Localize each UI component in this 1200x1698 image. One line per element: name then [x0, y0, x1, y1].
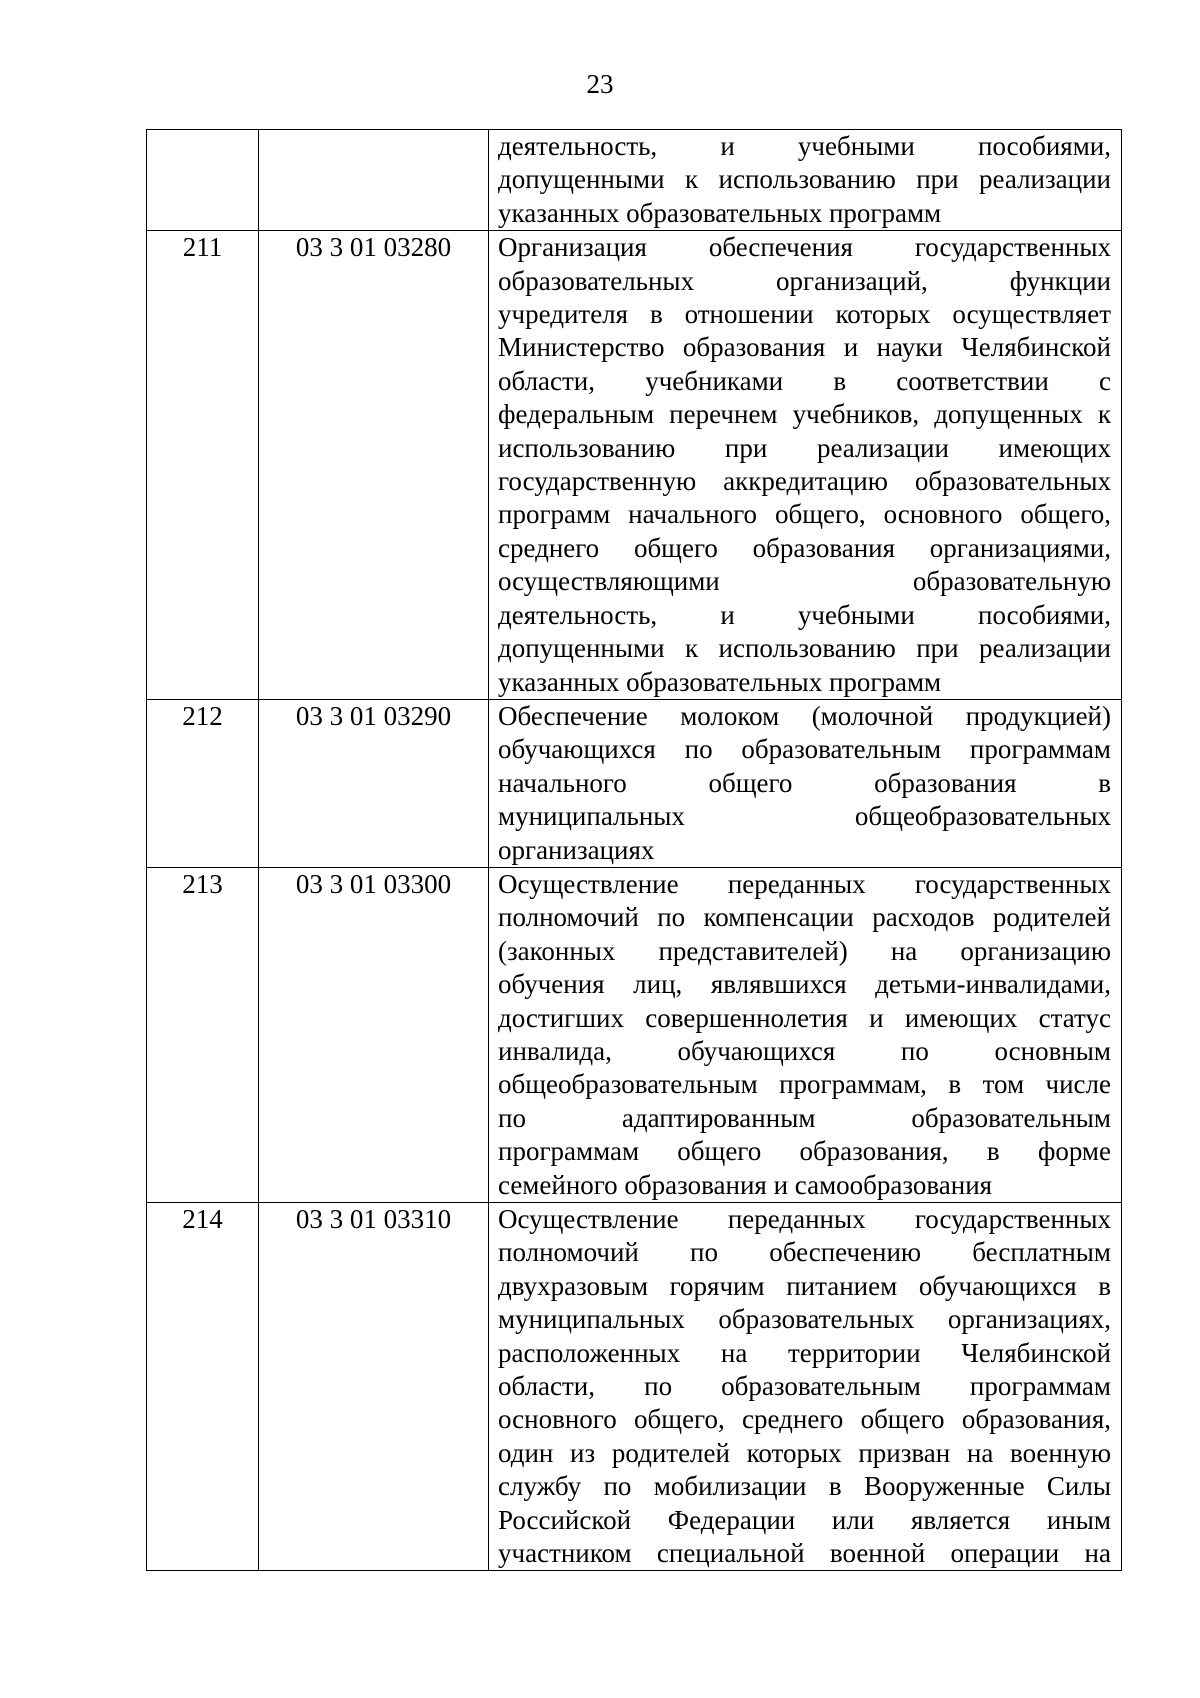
description-line: основного общего, среднего общего образования,: [498, 1404, 1111, 1435]
description-line: образовательных организаций, функции: [498, 265, 1111, 296]
row-number-cell: [147, 130, 259, 231]
description-line: программ начального общего, основного общего,: [498, 499, 1111, 530]
description-line: Российской Федерации или является иным: [498, 1504, 1111, 1535]
description-line: федеральным перечнем учебников, допущенных к: [498, 399, 1111, 430]
description-line: двухразовым горячим питанием обучающихся в: [498, 1270, 1111, 1301]
description-line: указанных образовательных программ: [498, 197, 942, 228]
row-number-cell: 211: [147, 231, 259, 700]
table-row: [147, 130, 1122, 231]
table-row: [147, 699, 1122, 867]
description-line: учредителя в отношении которых осуществляет: [498, 299, 1111, 330]
description-line: осуществляющими образовательную: [498, 566, 1111, 597]
description-line: (законных представителей) на организацию: [498, 935, 1111, 966]
description-cell: [489, 231, 1122, 700]
description-cell: [489, 699, 1122, 867]
description-line: Организация обеспечения государственных: [498, 232, 1111, 263]
description-line: области, по образовательным программам: [498, 1371, 1111, 1402]
description-line: деятельность, и учебными пособиями,: [498, 599, 1111, 630]
description-line: службу по мобилизации в Вооруженные Силы: [498, 1471, 1111, 1502]
description-cell: [489, 130, 1122, 231]
table-body: [147, 130, 1122, 1571]
description-line: деятельность, и учебными пособиями,: [498, 131, 1111, 161]
budget-table: [146, 129, 1122, 1571]
description-line: полномочий по компенсации расходов родителей: [498, 902, 1111, 933]
description-line: организациях: [498, 834, 655, 865]
table-row: [147, 1203, 1122, 1571]
description-line: инвалида, обучающихся по основным: [498, 1035, 1111, 1066]
description-line: расположенных на территории Челябинской: [498, 1337, 1111, 1368]
description-line: среднего общего образования организациями,: [498, 532, 1111, 563]
description-line: муниципальных общеобразовательных: [498, 801, 1111, 832]
description-line: Министерство образования и науки Челябинской: [498, 332, 1111, 363]
budget-code-cell: 03 3 01 03280: [259, 231, 489, 700]
description-line: Обеспечение молоком (молочной продукцией): [498, 700, 1111, 731]
description-line: области, учебниками в соответствии с: [498, 365, 1111, 396]
description-line: программам общего образования, в форме: [498, 1136, 1111, 1167]
description-line: указанных образовательных программ: [498, 666, 942, 697]
description-line: допущенными к использованию при реализации: [498, 164, 1111, 195]
description-line: использованию при реализации имеющих: [498, 432, 1111, 463]
description-line: достигших совершеннолетия и имеющих статус: [498, 1002, 1111, 1033]
budget-code-cell: 03 3 01 03310: [259, 1203, 489, 1571]
description-line: муниципальных образовательных организациях,: [498, 1304, 1111, 1335]
description-line: Осуществление переданных государственных: [498, 1204, 1111, 1234]
row-number-cell: 214: [147, 1203, 259, 1571]
page-number: 23: [586, 69, 614, 99]
table-row: [147, 867, 1122, 1202]
description-cell: [489, 867, 1122, 1202]
budget-code-cell: 03 3 01 03300: [259, 867, 489, 1202]
description-line: обучения лиц, являвшихся детьми-инвалидами,: [498, 969, 1111, 1000]
description-line: начального общего образования в: [498, 767, 1111, 798]
row-number-cell: 212: [147, 699, 259, 867]
description-line: семейного образования и самообразования: [498, 1169, 993, 1200]
row-number-cell: 213: [147, 867, 259, 1202]
description-line: участником специальной военной операции на: [498, 1538, 1111, 1569]
description-cell: [489, 1203, 1122, 1571]
description-line: обучающихся по образовательным программам: [498, 734, 1111, 765]
budget-code-cell: [259, 130, 489, 231]
description-line: Осуществление переданных государственных: [498, 868, 1111, 899]
description-line: по адаптированным образовательным: [498, 1102, 1111, 1133]
description-line: полномочий по обеспечению бесплатным: [498, 1237, 1111, 1268]
description-line: один из родителей которых призван на военную: [498, 1437, 1111, 1468]
table-row: [147, 231, 1122, 700]
description-line: допущенными к использованию при реализации: [498, 633, 1111, 664]
budget-code-cell: 03 3 01 03290: [259, 699, 489, 867]
description-line: государственную аккредитацию образовательных: [498, 466, 1111, 497]
description-line: общеобразовательным программам, в том числе: [498, 1069, 1111, 1100]
